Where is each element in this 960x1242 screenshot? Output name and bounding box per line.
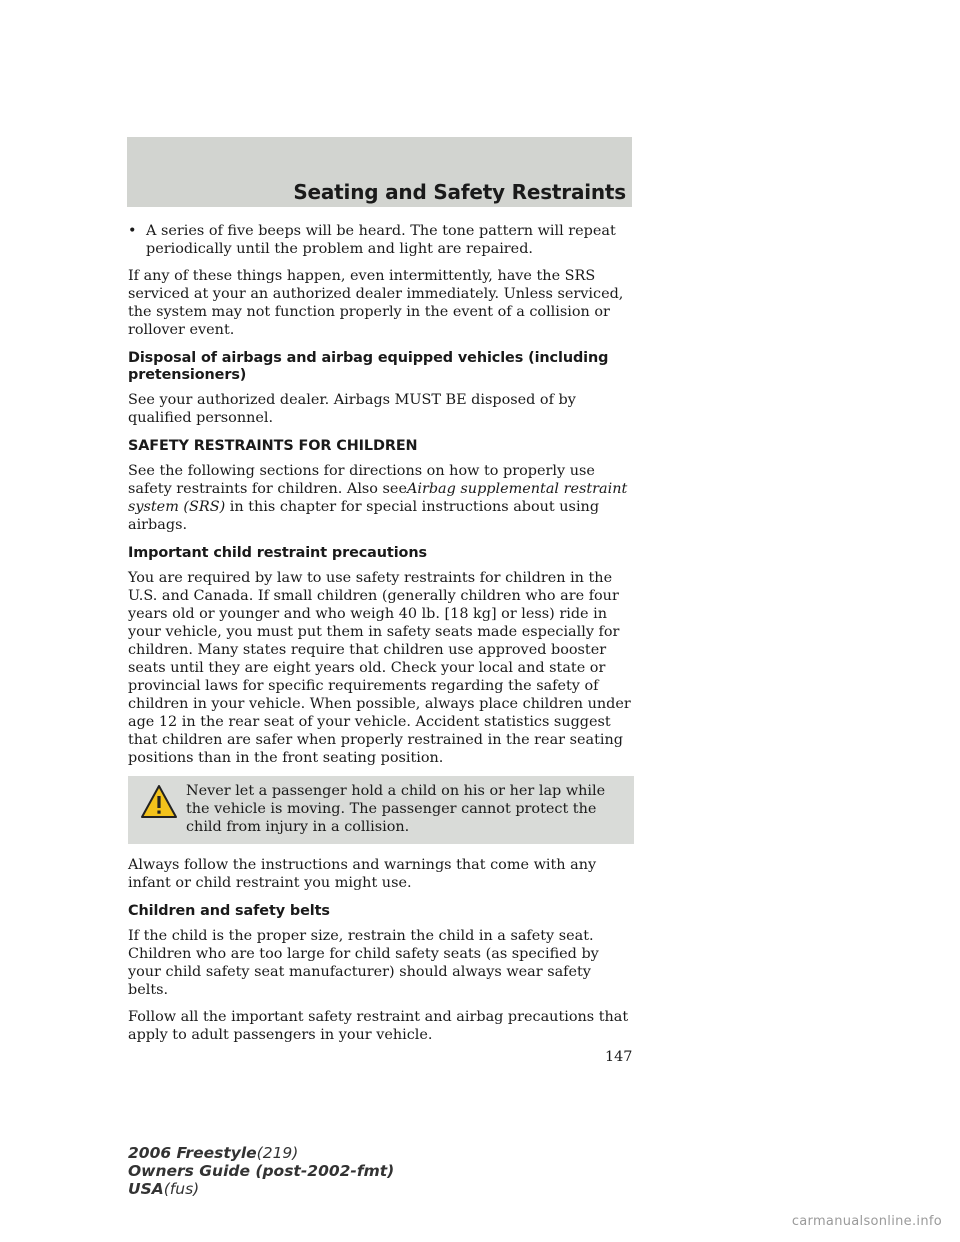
chapter-title: Seating and Safety Restraints [293, 180, 626, 204]
bullet-text: A series of five beeps will be heard. The tone pattern will repeat periodically until the problem and light are repaired. [146, 223, 616, 257]
warning-box [128, 776, 634, 844]
paragraph-children [128, 462, 634, 534]
airbag-srs-reference[interactable]: Airbag supplemental restraint system (SRS) [128, 481, 628, 515]
page-content [128, 222, 634, 1053]
bullet-dot: • [128, 223, 137, 239]
footer-market-code: (fus) [163, 1180, 200, 1198]
paragraph-disposal: See your authorized dealer. Airbags MUST BE disposed of by qualified personnel. [128, 392, 576, 426]
paragraph-belts: If the child is the proper size, restrain the child in a safety seat. Children who are too large for child safety seats (as specified by your child safety seat manufacturer) should always wear safety belts. [128, 928, 599, 998]
paragraph-srs-service: If any of these things happen, even intermittently, have the SRS serviced at your an authorized dealer immediately. Unless serviced, the system may not function properly in the event of a collision or rollover event. [128, 268, 624, 338]
heading-precautions: Important child restraint precautions [128, 545, 427, 561]
page-number: 147 [605, 1049, 633, 1065]
watermark: carmanualsonline.info [791, 1214, 942, 1229]
footer-market: USA [128, 1180, 164, 1198]
heading-disposal: Disposal of airbags and airbag equipped vehicles (including pretensioners) [128, 350, 609, 383]
document-footer [128, 1144, 394, 1198]
paragraph-precautions: You are required by law to use safety restraints for children in the U.S. and Canada. If small children (generally children who are four years old or younger and who weigh 40 lb. [18 kg] or less) ride in your vehicle, you must put them in safety seats made especially for children. Many states require that children use approved booster seats until they are eight years old. Check your local and state or provincial laws for specific requirements regarding the safety of children in your vehicle. When possible, always place children under age 12 in the rear seat of your vehicle. Accident statistics suggest that children are safer when properly restrained in the rear seating positions than in the front seating position. [128, 570, 631, 766]
paragraph-final: Follow all the important safety restraint and airbag precautions that apply to adult passengers in your vehicle. [128, 1009, 629, 1043]
footer-model-code: (219) [256, 1144, 299, 1162]
children-text-a: See the following sections for directions on how to properly use safety restraints for children. Also see [128, 463, 595, 497]
footer-line-market [128, 1180, 394, 1198]
chapter-header-band [127, 137, 632, 207]
heading-children-safety-belts: Children and safety belts [128, 903, 330, 919]
bullet-item [128, 222, 634, 258]
heading-safety-restraints-children: SAFETY RESTRAINTS FOR CHILDREN [128, 438, 418, 454]
children-text-b: in this chapter for special instructions about using airbags. [128, 499, 600, 533]
warning-triangle-icon [140, 784, 178, 820]
footer-line-model [128, 1144, 394, 1162]
footer-guide: Owners Guide (post-2002-fmt) [128, 1162, 395, 1180]
footer-model: 2006 Freestyle [128, 1144, 257, 1162]
paragraph-follow-instructions: Always follow the instructions and warnings that come with any infant or child restraint you might use. [128, 857, 597, 891]
warning-text: Never let a passenger hold a child on his or her lap while the vehicle is moving. The passenger cannot protect the child from injury in a collision. [186, 783, 606, 835]
